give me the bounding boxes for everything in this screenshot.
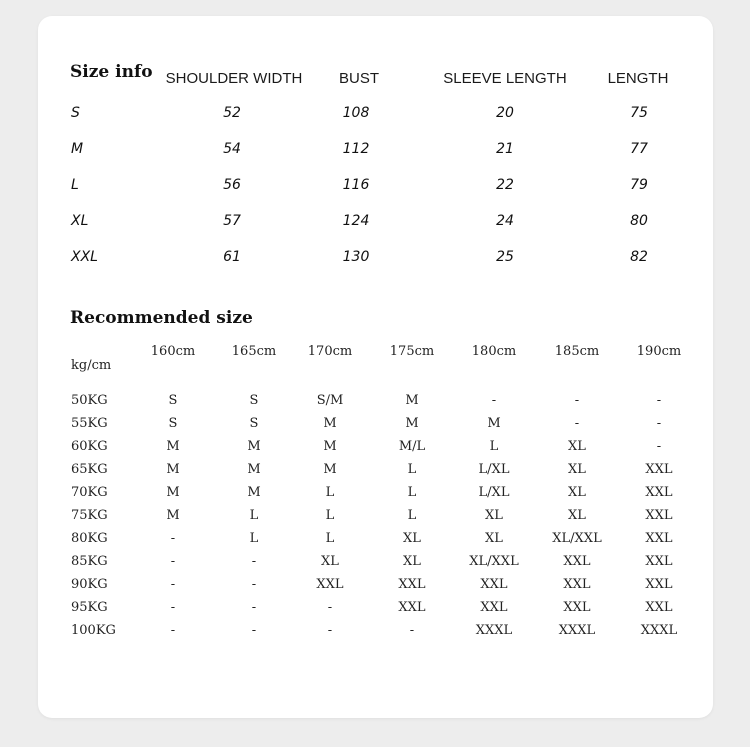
recommended-cell: L: [249, 508, 259, 523]
recommended-cell: M/L: [398, 439, 426, 454]
recommended-cell: L: [489, 439, 499, 454]
recommended-cell: -: [170, 554, 176, 569]
header-bust: BUST: [338, 70, 380, 87]
recommended-cell: XXL: [563, 600, 591, 615]
recommended-cell: XL/XXL: [469, 554, 519, 569]
size-info-cell: 79: [630, 177, 648, 193]
recommended-cell: M: [405, 393, 419, 408]
weight-label: 80KG: [71, 531, 108, 546]
recommended-cell: XXL: [645, 531, 673, 546]
recommended-cell: XXL: [645, 485, 673, 500]
weight-label: 95KG: [71, 600, 108, 615]
weight-label: 60KG: [71, 439, 108, 454]
size-label: L: [71, 177, 79, 193]
weight-label: 75KG: [71, 508, 108, 523]
recommended-cell: XXL: [645, 577, 673, 592]
recommended-cell: XXL: [563, 554, 591, 569]
size-info-title: Size info: [70, 62, 153, 82]
weight-label: 50KG: [71, 393, 108, 408]
size-chart-card: [38, 16, 713, 718]
recommended-cell: XXL: [480, 600, 508, 615]
size-info-cell: 77: [630, 141, 648, 157]
recommended-cell: L: [325, 485, 335, 500]
size-info-cell: 24: [496, 213, 514, 229]
size-label: XXL: [71, 249, 98, 265]
size-info-cell: 57: [223, 213, 241, 229]
recommended-cell: L: [325, 531, 335, 546]
size-info-cell: 54: [223, 141, 241, 157]
recommended-cell: -: [170, 623, 176, 638]
recommended-cell: XXL: [316, 577, 344, 592]
recommended-cell: XL: [568, 485, 586, 500]
height-header: 160cm: [150, 344, 196, 359]
recommended-cell: S: [249, 416, 259, 431]
weight-label: 55KG: [71, 416, 108, 431]
size-label: M: [71, 141, 84, 157]
recommended-cell: -: [251, 600, 257, 615]
recommended-cell: M: [247, 439, 261, 454]
weight-label: 100KG: [71, 623, 116, 638]
recommended-cell: XL/XXL: [552, 531, 602, 546]
weight-label: 70KG: [71, 485, 108, 500]
recommended-cell: S/M: [316, 393, 344, 408]
recommended-cell: -: [170, 577, 176, 592]
corner-label: kg/cm: [71, 358, 112, 373]
recommended-cell: -: [491, 393, 497, 408]
header-sleeve-length: SLEEVE LENGTH: [443, 70, 567, 87]
size-info-cell: 21: [496, 141, 514, 157]
recommended-cell: L/XL: [478, 485, 510, 500]
recommended-cell: -: [409, 623, 415, 638]
recommended-cell: -: [574, 393, 580, 408]
recommended-cell: XL: [403, 531, 421, 546]
recommended-cell: -: [251, 577, 257, 592]
recommended-cell: XXL: [645, 554, 673, 569]
recommended-cell: M: [247, 462, 261, 477]
recommended-cell: M: [166, 485, 180, 500]
recommended-cell: M: [323, 462, 337, 477]
recommended-cell: -: [574, 416, 580, 431]
weight-label: 65KG: [71, 462, 108, 477]
recommended-cell: XXL: [563, 577, 591, 592]
size-info-cell: 82: [630, 249, 648, 265]
recommended-cell: M: [487, 416, 501, 431]
recommended-cell: S: [168, 416, 178, 431]
recommended-cell: -: [251, 554, 257, 569]
recommended-cell: XXL: [398, 600, 426, 615]
recommended-cell: L/XL: [478, 462, 510, 477]
recommended-cell: M: [166, 462, 180, 477]
height-header: 170cm: [307, 344, 353, 359]
recommended-cell: XL: [568, 439, 586, 454]
recommended-cell: XL: [403, 554, 421, 569]
size-info-cell: 20: [496, 105, 514, 121]
header-shoulder-width: SHOULDER WIDTH: [165, 70, 303, 87]
size-info-cell: 56: [223, 177, 241, 193]
recommended-cell: XL: [568, 462, 586, 477]
height-header: 190cm: [636, 344, 682, 359]
recommended-cell: L: [325, 508, 335, 523]
recommended-cell: XXL: [645, 462, 673, 477]
size-info-cell: 22: [496, 177, 514, 193]
height-header: 175cm: [389, 344, 435, 359]
recommended-cell: -: [327, 623, 333, 638]
weight-label: 90KG: [71, 577, 108, 592]
recommended-cell: -: [656, 416, 662, 431]
recommended-cell: XL: [485, 531, 503, 546]
size-info-cell: 124: [342, 213, 370, 229]
recommended-cell: L: [407, 462, 417, 477]
recommended-cell: XL: [485, 508, 503, 523]
recommended-cell: M: [166, 439, 180, 454]
header-length: LENGTH: [607, 70, 669, 87]
recommended-cell: M: [405, 416, 419, 431]
recommended-cell: XXXL: [558, 623, 596, 638]
recommended-size-title: Recommended size: [70, 308, 253, 328]
size-label: S: [71, 105, 80, 121]
size-info-cell: 80: [630, 213, 648, 229]
recommended-cell: XXXL: [640, 623, 678, 638]
recommended-cell: -: [656, 393, 662, 408]
size-info-cell: 112: [342, 141, 370, 157]
recommended-cell: M: [323, 416, 337, 431]
recommended-cell: L: [249, 531, 259, 546]
weight-label: 85KG: [71, 554, 108, 569]
recommended-cell: M: [247, 485, 261, 500]
recommended-cell: -: [656, 439, 662, 454]
recommended-cell: XXL: [645, 508, 673, 523]
size-info-cell: 61: [223, 249, 241, 265]
height-header: 180cm: [471, 344, 517, 359]
recommended-cell: XXL: [645, 600, 673, 615]
recommended-cell: L: [407, 485, 417, 500]
size-info-cell: 25: [496, 249, 514, 265]
recommended-cell: XXL: [480, 577, 508, 592]
recommended-cell: M: [323, 439, 337, 454]
recommended-cell: -: [251, 623, 257, 638]
recommended-cell: XL: [568, 508, 586, 523]
size-info-cell: 130: [342, 249, 370, 265]
recommended-cell: S: [168, 393, 178, 408]
size-info-cell: 75: [630, 105, 648, 121]
size-info-cell: 108: [342, 105, 370, 121]
size-info-cell: 116: [342, 177, 370, 193]
recommended-cell: XL: [321, 554, 339, 569]
recommended-cell: -: [170, 600, 176, 615]
recommended-cell: L: [407, 508, 417, 523]
size-label: XL: [71, 213, 89, 229]
height-header: 165cm: [231, 344, 277, 359]
recommended-cell: -: [170, 531, 176, 546]
size-info-cell: 52: [223, 105, 241, 121]
height-header: 185cm: [554, 344, 600, 359]
recommended-cell: -: [327, 600, 333, 615]
recommended-cell: M: [166, 508, 180, 523]
recommended-cell: XXL: [398, 577, 426, 592]
recommended-cell: XXXL: [475, 623, 513, 638]
recommended-cell: S: [249, 393, 259, 408]
